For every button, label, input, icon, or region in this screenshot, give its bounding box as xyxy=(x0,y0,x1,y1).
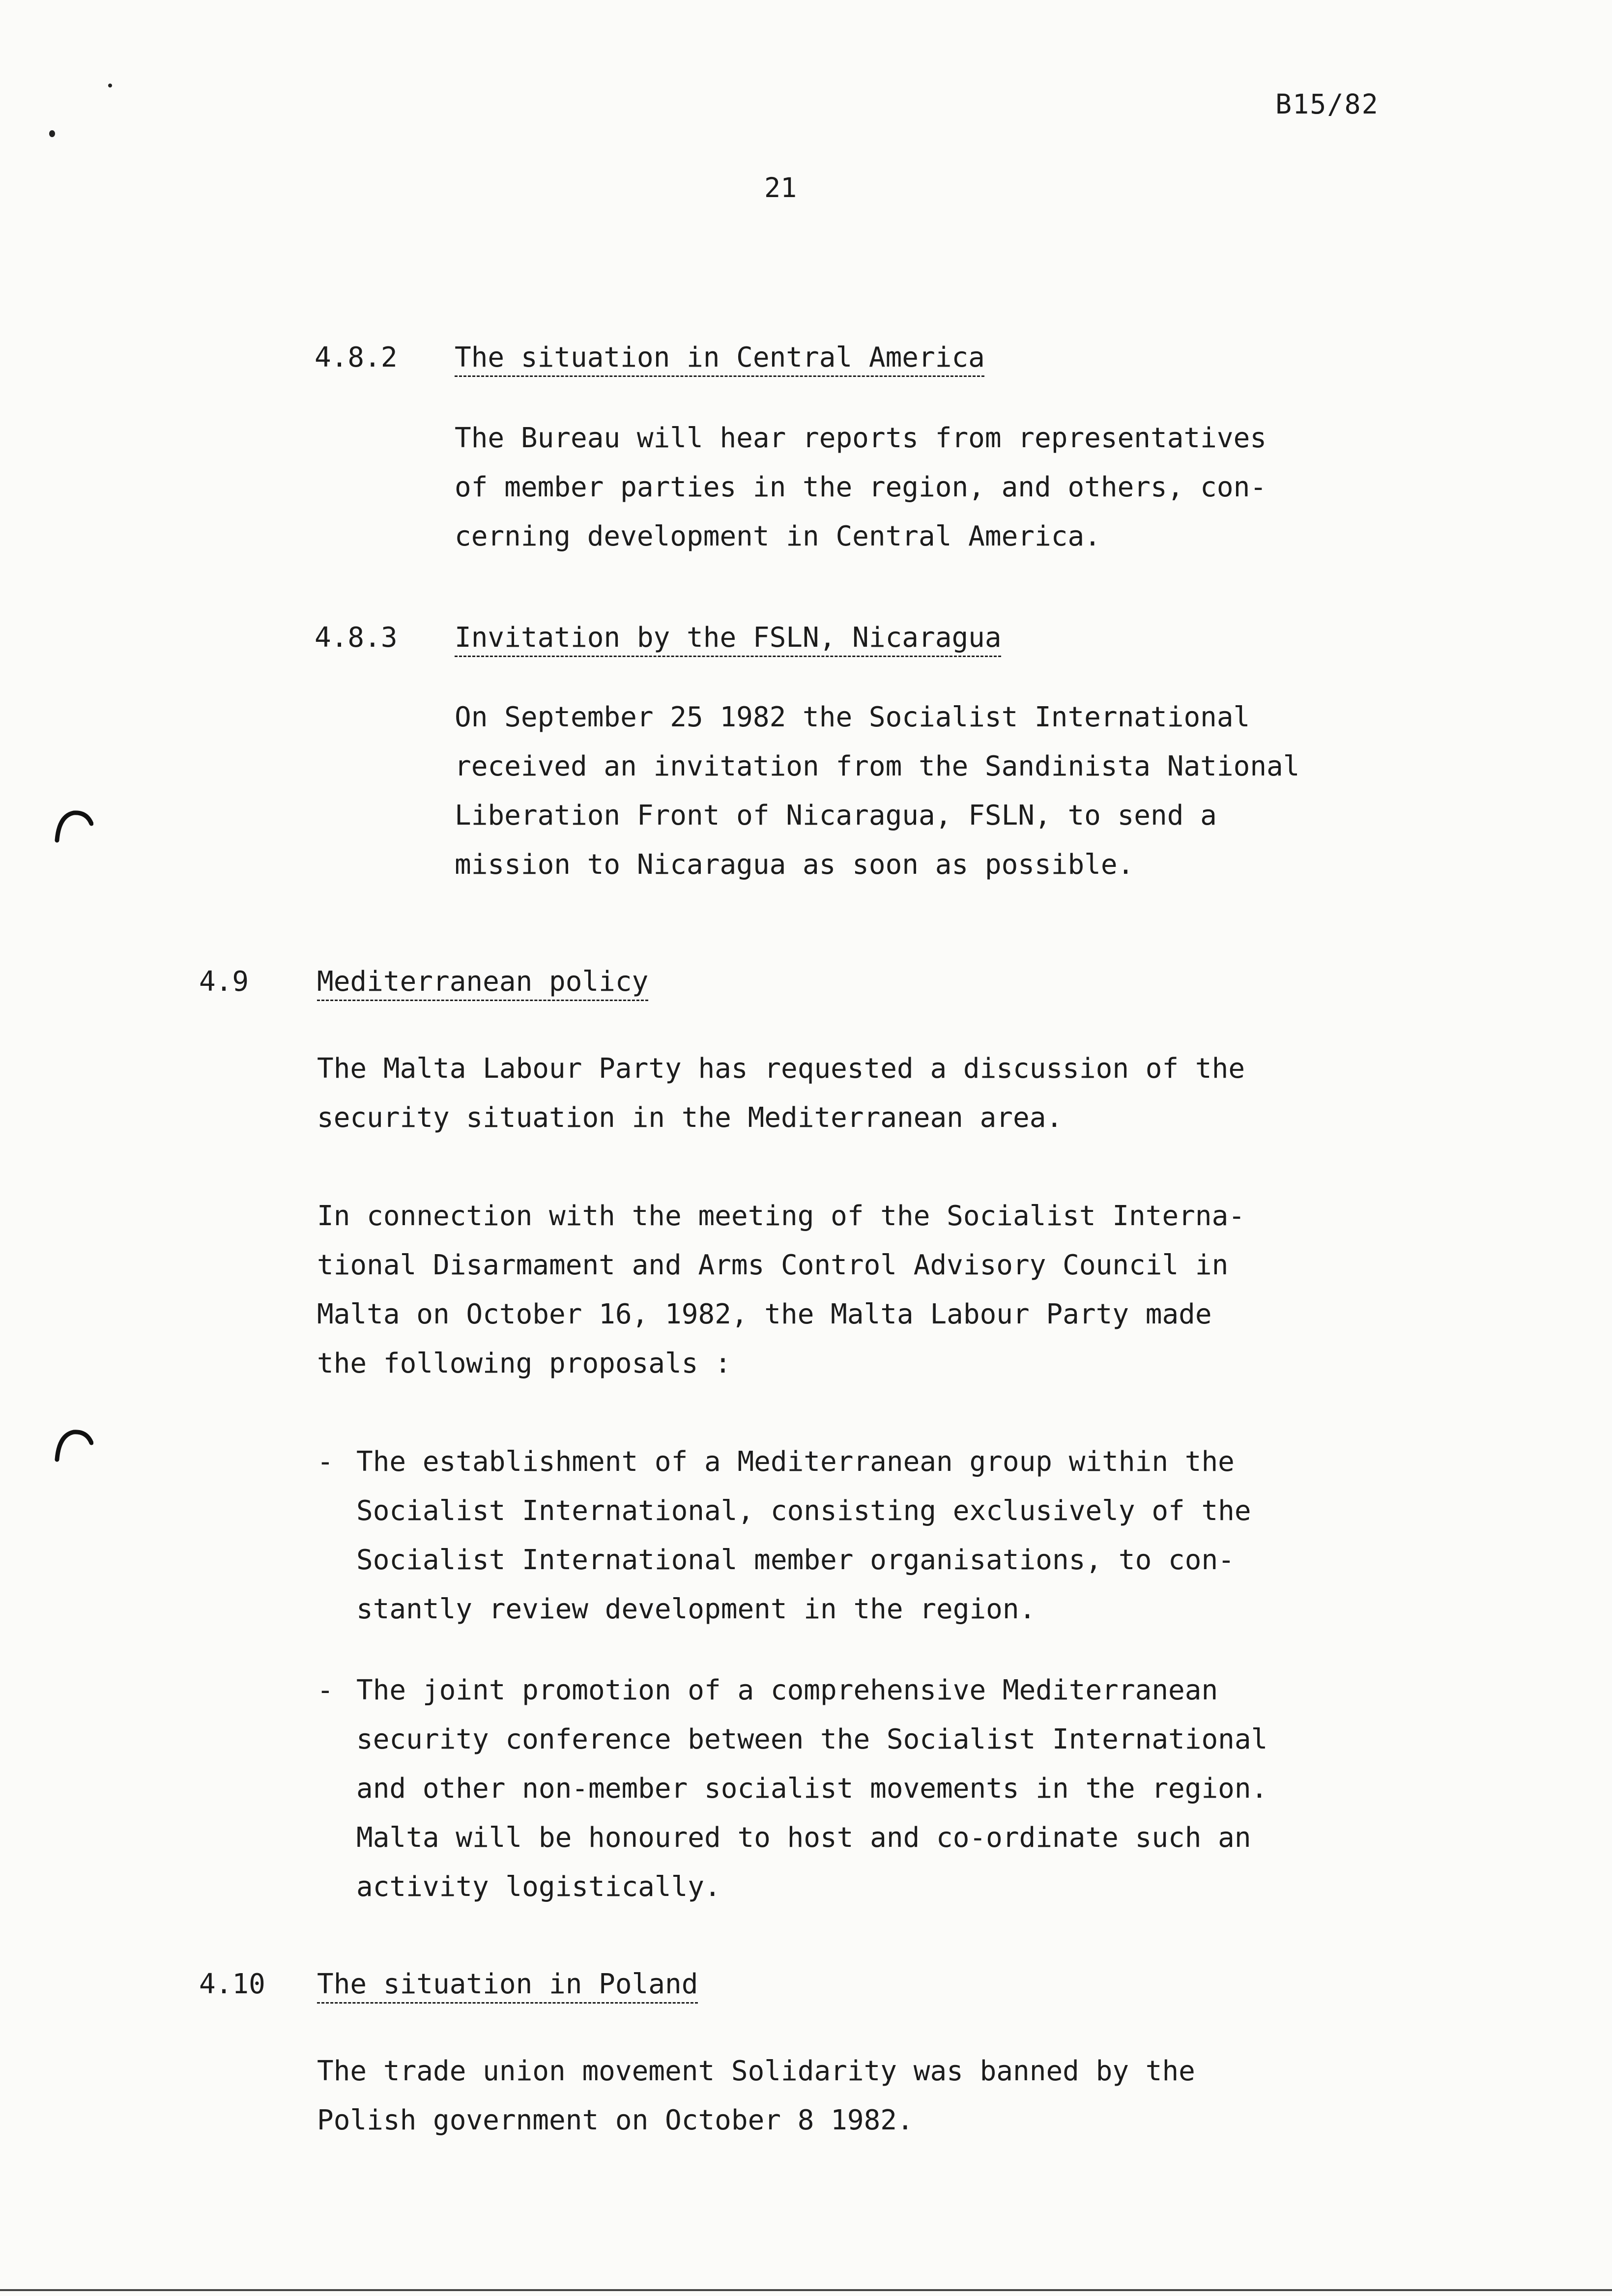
text-line: stantly review development in the region. xyxy=(356,1593,1036,1625)
text-line: The Malta Labour Party has requested a discussion of the xyxy=(317,1053,1245,1085)
section-4-9-paragraph-1 xyxy=(317,1044,1245,1143)
bullet-dash: - xyxy=(317,1674,334,1706)
section-number: 4.8.3 xyxy=(315,622,398,654)
punch-hole-mark xyxy=(54,806,93,845)
section-4-9-paragraph-2 xyxy=(317,1192,1245,1388)
section-title: Mediterranean policy xyxy=(317,966,649,998)
page-bottom-edge xyxy=(0,2289,1612,2291)
text-line: and other non-member socialist movements in the region. xyxy=(356,1773,1268,1805)
text-line: The Bureau will hear reports from representatives xyxy=(455,422,1267,454)
text-line: The trade union movement Solidarity was banned by the xyxy=(317,2055,1195,2087)
section-title: The situation in Central America xyxy=(455,342,985,373)
section-number: 4.8.2 xyxy=(315,342,398,373)
text-line: mission to Nicaragua as soon as possible. xyxy=(455,849,1134,881)
text-line: Polish government on October 8 1982. xyxy=(317,2104,914,2136)
document-reference: B15/82 xyxy=(1275,88,1379,120)
text-line: security conference between the Socialist International xyxy=(356,1723,1268,1755)
page-number: 21 xyxy=(764,172,797,203)
text-line: security situation in the Mediterranean area. xyxy=(317,1102,1063,1134)
text-line: of member parties in the region, and others, con- xyxy=(455,471,1267,503)
text-line: Socialist International, consisting exclusively of the xyxy=(356,1495,1251,1527)
text-line: the following proposals : xyxy=(317,1348,731,1379)
text-line: Socialist International member organisations, to con- xyxy=(356,1544,1235,1576)
section-number: 4.9 xyxy=(199,966,249,998)
text-line: activity logistically. xyxy=(356,1871,721,1903)
text-line: The establishment of a Mediterranean group within the xyxy=(356,1446,1235,1478)
text-line: The joint promotion of a comprehensive Mediterranean xyxy=(356,1674,1218,1706)
text-line: In connection with the meeting of the Socialist Interna- xyxy=(317,1200,1245,1232)
text-line: received an invitation from the Sandinista National xyxy=(455,750,1300,782)
scan-dot-mark xyxy=(49,130,55,137)
bullet-dash: - xyxy=(317,1446,334,1478)
text-line: tional Disarmament and Arms Control Advisory Council in xyxy=(317,1249,1229,1281)
text-line: Malta will be honoured to host and co-ordinate such an xyxy=(356,1822,1251,1854)
text-line: cerning development in Central America. xyxy=(455,520,1101,552)
section-title: Invitation by the FSLN, Nicaragua xyxy=(455,622,1002,654)
section-body-4-8-2 xyxy=(455,414,1267,561)
punch-hole-mark xyxy=(54,1425,93,1464)
text-line: Malta on October 16, 1982, the Malta Labour Party made xyxy=(317,1298,1212,1330)
section-number: 4.10 xyxy=(199,1968,265,2000)
section-title: The situation in Poland xyxy=(317,1968,698,2000)
text-line: Liberation Front of Nicaragua, FSLN, to send a xyxy=(455,800,1217,832)
scan-dot-mark xyxy=(108,84,112,87)
section-body-4-8-3 xyxy=(455,693,1299,890)
section-body-4-10 xyxy=(317,2047,1195,2145)
text-line: On September 25 1982 the Socialist International xyxy=(455,701,1250,733)
